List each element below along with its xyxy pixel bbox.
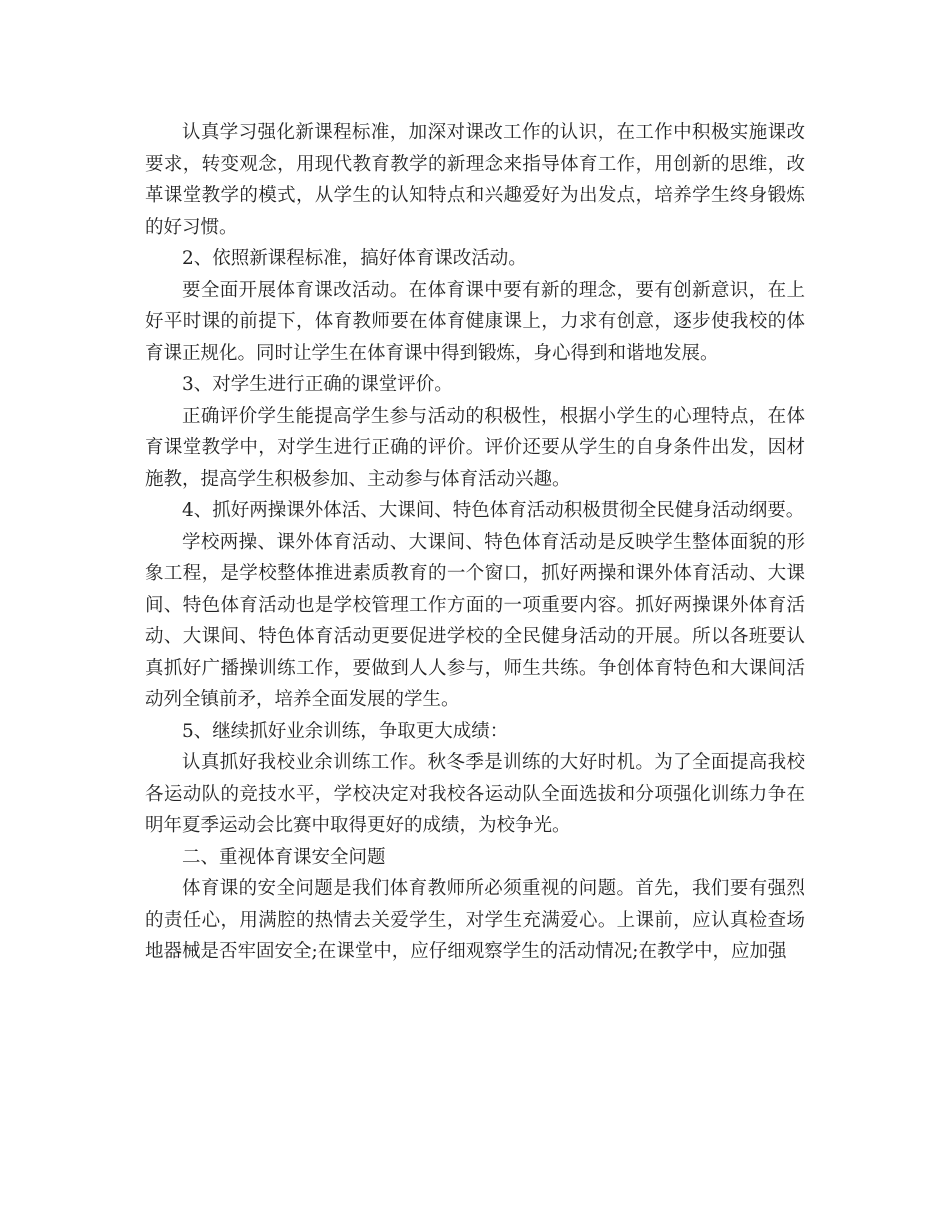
paragraph-safety-issues: 体育课的安全问题是我们体育教师所必须重视的问题。首先，我们要有强烈的责任心，用满腔的热情去关爱学生，对学生充满爱心。上课前，应认真检查场地器械是否牢固安全;在课堂中，应仔细观察学生的活动情况;在教学中，应加强 [145,878,805,962]
document-body [145,117,805,968]
paragraph-classroom-evaluation: 正确评价学生能提高学生参与活动的积极性，根据小学生的心理特点，在体育课堂教学中，对学生进行正确的评价。评价还要从学生的自身条件出发，因材施教，提高学生积极参加、主动参与体育活动兴趣。 [145,405,805,490]
heading-item-5: 5、继续抓好业余训练，争取更大成绩： [182,720,509,742]
heading-item-3: 3、对学生进行正确的课堂评价。 [182,374,453,395]
heading-section-2: 二、重视体育课安全问题 [182,846,386,868]
paragraph-exercise-activities: 学校两操、课外体育活动、大课间、特色体育活动是反映学生整体面貌的形象工程，是学校整体推进素质教育的一个窗口，抓好两操和课外体育活动、大课间、特色体育活动也是学校管理工作方面的一项重要内容。抓好两操课外体育活动、大课间、特色体育活动更要促进学校的全民健身活动的开展。所以各班要认真抓好广播操训练工作，要做到人人参与，师生共练。争创体育特色和大课间活动列全镇前矛，培养全面发展的学生。 [145,531,805,710]
heading-item-2: 2、依照新课程标准，搞好体育课改活动。 [182,248,527,269]
paragraph-amateur-training: 认真抓好我校业余训练工作。秋冬季是训练的大好时机。为了全面提高我校各运动队的竞技水平，学校决定对我校各运动队全面选拔和分项强化训练力争在明年夏季运动会比赛中取得更好的成绩，为校争光。 [145,752,805,836]
heading-item-4: 4、抓好两操课外体活、大课间、特色体育活动积极贯彻全民健身活动纲要。 [182,500,805,521]
paragraph-course-standard-study: 认真学习强化新课程标准，加深对课改工作的认识，在工作中积极实施课改要求，转变观念，用现代教育教学的新理念来指导体育工作，用创新的思维，改革课堂教学的模式，从学生的认知特点和兴趣爱好为出发点，培养学生终身锻炼的好习惯。 [145,122,805,238]
paragraph-course-reform-activities: 要全面开展体育课改活动。在体育课中要有新的理念，要有创新意识，在上好平时课的前提下，体育教师要在体育健康课上，力求有创意，逐步使我校的体育课正规化。同时让学生在体育课中得到锻炼，身心得到和谐地发展。 [145,279,805,364]
